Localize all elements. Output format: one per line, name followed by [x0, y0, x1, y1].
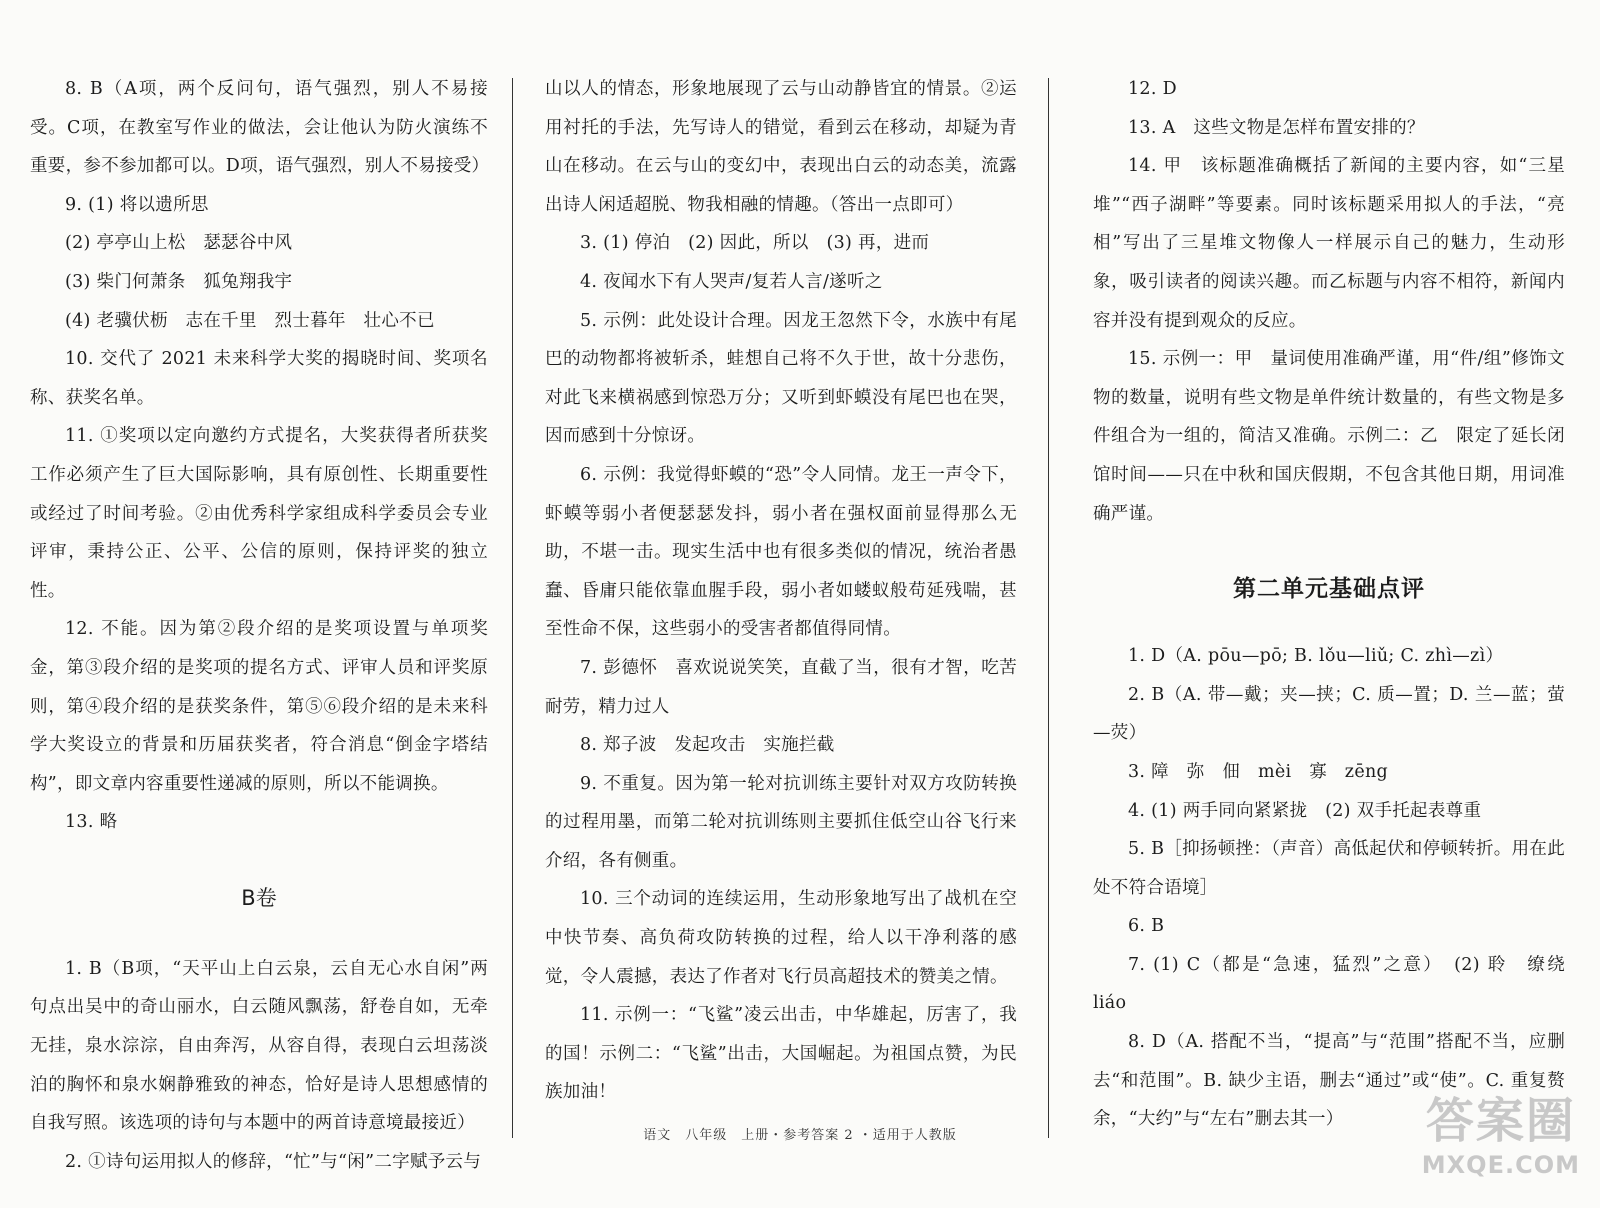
b-answer-8: 8. 郑子波 发起攻击 实施拦截: [580, 735, 835, 756]
unit2-answer-8: 8. D（A. 搭配不当，“提高”与“范围”搭配不当，应删去“和范围”。B. 缺少主语，删去“通过”或“使”。C. 重复赘余，“大约”与“左右”删去其一）: [1093, 1032, 1565, 1130]
answer-9-2: (2) 亭亭山上松 瑟瑟谷中风: [65, 233, 293, 254]
answer-9-1: 9. (1) 将以遗所思: [65, 194, 209, 215]
unit-2-title: 第二单元基础点评: [1233, 576, 1425, 603]
b-answer-13: 13. A 这些文物是怎样布置安排的？: [1128, 117, 1425, 138]
b-answer-5: 5. 示例：此处设计合理。因龙王忽然下令，水族中有尾巴的动物都将被斩杀，蛙想自己将不久于世，故十分悲伤，对此飞来横祸感到惊恐万分；又听到虾蟆没有尾巴也在哭，因而感到十分惊讶。: [545, 310, 1017, 447]
answer-8: 8. B（A项，两个反问句，语气强烈，别人不易接受。C项，在教室写作业的做法，会让他认为防火演练不重要，参不参加都可以。D项，语气强烈，别人不易接受）: [30, 79, 490, 177]
b-answer-15: 15. 示例一：甲 量词使用准确严谨，用“件/组”修饰文物的数量，说明有些文物是单件统计数量的，有些文物是多件组合为一组的，简洁又准确。示例二：乙 限定了延长闭馆时间——只在中秋和国庆假期，不包含其他日期，用词准确严谨。: [1093, 349, 1565, 524]
watermark-logo-text: 答案圈: [1425, 1093, 1576, 1149]
answer-10: 10. 交代了 2021 未来科学大奖的揭晓时间、奖项名称、获奖名单。: [30, 349, 488, 408]
unit2-answer-6: 6. B: [1128, 916, 1165, 937]
watermark-url: MXQE.COM: [1421, 1151, 1580, 1179]
b-answer-1: 1. B（B项，“天平山上白云泉，云自无心水自闲”两句点出吴中的奇山丽水，白云随风飘荡，舒卷自如，无牵无挂，泉水淙淙，自由奔泻，从容自得，表现白云坦荡淡泊的胸怀和泉水娴静雅致的神态，恰好是诗人思想感情的自我写照。该选项的诗句与本题中的两首诗意境最接近）: [30, 958, 488, 1134]
answer-column-2: [545, 70, 1017, 1112]
b-answer-2-start: 2. ①诗句运用拟人的修辞，“忙”与“闲”二字赋予云与: [65, 1151, 482, 1172]
b-answer-2-cont: 山以人的情态，形象地展现了云与山动静皆宜的情景。②运用衬托的手法，先写诗人的错觉，看到云在移动，却疑为青山在移动。在云与山的变幻中，表现出白云的动态美，流露出诗人闲适超脱、物我相融的情趣。（答出一点即可）: [545, 79, 1017, 215]
b-answer-12: 12. D: [1128, 79, 1177, 99]
b-answer-11: 11. 示例一：“飞鲨”凌云出击，中华雄起，厉害了，我的国！示例二：“飞鲨”出击，大国崛起。为祖国点赞，为民族加油！: [545, 1005, 1017, 1103]
answer-11: 11. ①奖项以定向邀约方式提名，大奖获得者所获奖工作必须产生了巨大国际影响，具有原创性、长期重要性或经过了时间考验。②由优秀科学家组成科学委员会专业评审，秉持公正、公平、公信的原则，保持评奖的独立性。: [30, 426, 488, 601]
section-b-title: B卷: [241, 885, 277, 910]
b-answer-9: 9. 不重复。因为第一轮对抗训练主要针对双方攻防转换的过程用墨，而第二轮对抗训练则主要抓住低空山谷飞行来介绍，各有侧重。: [545, 773, 1017, 871]
unit2-answer-4: 4. (1) 两手同向紧紧拢 (2) 双手托起表尊重: [1128, 800, 1482, 821]
answer-column-1: [30, 70, 488, 1181]
b-answer-7: 7. 彭德怀 喜欢说说笑笑，直截了当，很有才智，吃苦耐劳，精力过人: [545, 657, 1017, 717]
unit2-answer-7: 7. (1) C（都是“急速，猛烈”之意） (2) 聆 缭绕 liáo: [1093, 954, 1583, 1014]
b-answer-6: 6. 示例：我觉得虾蟆的“恐”令人同情。龙王一声令下，虾蟆等弱小者便瑟瑟发抖，弱小者在强权面前显得那么无助，不堪一击。现实生活中也有很多类似的情况，统治者愚蠢、昏庸只能依靠血腥手段，弱小者如蝼蚁般苟延残喘，甚至性命不保，这些弱小的受害者都值得同情。: [545, 464, 1017, 640]
answer-12: 12. 不能。因为第②段介绍的是奖项设置与单项奖金，第③段介绍的是奖项的提名方式、评审人员和评奖原则，第④段介绍的是获奖条件，第⑤⑥段介绍的是未来科学大奖设立的背景和历届获奖者，符合消息“倒金字塔结构”，即文章内容重要性递减的原则，所以不能调换。: [30, 619, 488, 794]
answer-13: 13. 略: [65, 812, 118, 833]
answer-9-3: (3) 柴门何萧条 狐兔翔我宇: [65, 271, 293, 292]
page-footer: 语文 八年级 上册・参考答案 2 ・适用于人教版: [643, 1128, 957, 1143]
unit2-answer-3: 3. 障 弥 佃 mèi 寡 zēng: [1128, 761, 1389, 782]
column-divider-right: [1048, 78, 1049, 1138]
b-answer-14: 14. 甲 该标题准确概括了新闻的主要内容，如“三星堆”“西子湖畔”等要素。同时该标题采用拟人的手法，“亮相”写出了三星堆文物像人一样展示自己的魅力，生动形象，吸引读者的阅读兴趣。而乙标题与内容不相符，新闻内容并没有提到观众的反应。: [1093, 156, 1565, 331]
unit2-answer-1: 1. D（A. pōu—pō; B. lǒu—liǔ; C. zhì—zì）: [1128, 646, 1504, 667]
column-divider-left: [512, 78, 513, 1138]
b-answer-10: 10. 三个动词的连续运用，生动形象地写出了战机在空中快节奏、高负荷攻防转换的过程，给人以干净利落的感觉，令人震撼，表达了作者对飞行员高超技术的赞美之情。: [545, 889, 1017, 987]
answer-column-3: [1093, 70, 1583, 1139]
b-answer-4: 4. 夜闻水下有人哭声/复若人言/遂听之: [580, 271, 883, 292]
watermark-logo: [1422, 1082, 1580, 1179]
answer-9-4: (4) 老骥伏枥 志在千里 烈士暮年 壮心不已: [65, 310, 435, 331]
b-answer-3: 3. (1) 停泊 (2) 因此，所以 (3) 再，进而: [580, 233, 930, 254]
unit2-answer-2: 2. B（A. 带—戴；夹—挟；C. 质—置；D. 兰—蓝；萤—荧）: [1093, 684, 1565, 744]
unit2-answer-5: 5. B［抑扬顿挫：（声音）高低起伏和停顿转折。用在此处不符合语境］: [1093, 839, 1565, 898]
